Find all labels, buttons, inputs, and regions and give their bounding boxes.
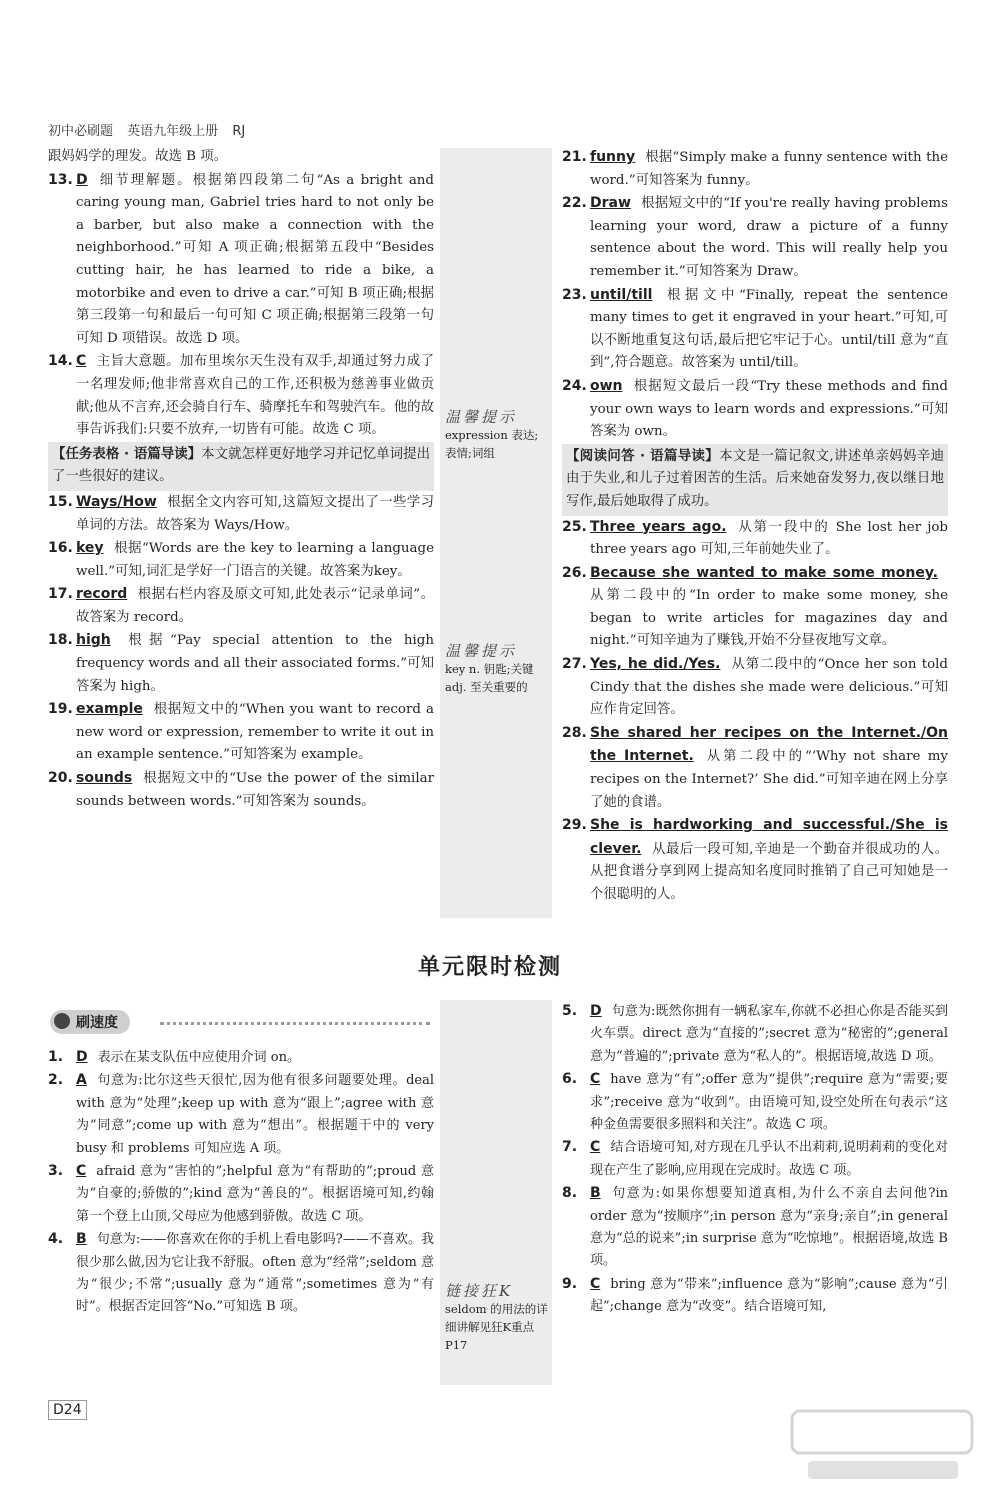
passage-guide-band: 【任务表格 · 语篇导读】本文就怎样更好地学习并记忆单词提出了一些很好的建议。 [48, 442, 434, 491]
tip-key: 温馨提示 key n. 钥匙;关键 adj. 至关重要的 [445, 642, 534, 694]
answer-14: 14. C 主旨大意题。加布里埃尔天生没有双手,却通过努力成了一名理发师;他非常喜欢自己的工作,还积极为慈善事业做贡献;他从不言弃,还会骑自行车、骑摩托车和驾驶汽车。他的故事告诉我们:只要不放弃,一切皆有可能。故选 C 项。 [48, 353, 434, 438]
answer-24: 24. own 根据短文最后一段“Try these methods and find your own ways to learn words and expressions.”可知答案为 own。 [562, 377, 948, 440]
answer-2: 2. A 句意为:比尔这些天很忙,因为他有很多问题要处理。deal with 意为“处理”;keep up with 意为“跟上”;agree with 意为“同意”;come up with 意为“想出”。根据题干中的 very busy 和 problems 可知应选 A 项。 [48, 1072, 434, 1156]
answer-6: 6. C have 意为“有”;offer 意为“提供”;require 意为“需要;要求”;receive 意为“收到”。由语境可知,设空处所在句表示“这种金鱼需要很多照料和关注”。故选 C 项。 [562, 1071, 948, 1133]
answer-3: 3. C afraid 意为“害怕的”;helpful 意为“有帮助的”;proud 意为“自豪的;骄傲的”;kind 意为“善良的”。根据语境可知,约翰第一个登上山顶,父母应为他感到骄傲。故选 C 项。 [48, 1163, 434, 1224]
tip-expression: 温馨提示 expression 表达;表情;词组 [445, 408, 539, 460]
answer-18: 18. high 根据“Pay special attention to the high frequency words and all their associated forms.”可知答案为 high。 [48, 632, 434, 694]
book-title: 初中必刷题 [48, 124, 114, 139]
answer-5: 5. D 句意为:既然你拥有一辆私家车,你就不必担心你是否能买到火车票。direct 意为“直接的”;secret 意为“秘密的”;general 意为“普遍的”;private 意为“私人的”。根据语境,故选 D 项。 [562, 1003, 948, 1064]
page-number: D24 [48, 1400, 87, 1420]
edition: RJ [232, 124, 246, 139]
continued-text: 跟妈妈学的理发。故选 B 项。 [48, 149, 228, 164]
answer-19: 19. example 根据短文中的“When you want to record a new word or expression, remember to write it out in an example sentence.”可知答案为 example。 [48, 701, 434, 763]
answer-8: 8. B 句意为:如果你想要知道真相,为什么不亲自去问他?in order 意为“按顺序”;in person 意为“亲身;亲自”;in general 意为“总的说来”;in surprise 意为“吃惊地”。根据语境,故选 B 项。 [562, 1185, 948, 1269]
section-title: 单元限时检测 [418, 955, 563, 980]
answer-7: 7. C 结合语境可知,对方现在几乎认不出莉莉,说明莉莉的变化对现在产生了影响,应用现在完成时。故选 C 项。 [562, 1139, 948, 1178]
bottom-left-column [48, 1046, 434, 1319]
answer-9: 9. C bring 意为“带来”;influence 意为“影响”;cause 意为“引起”;change 意为“改变”。结合语境可知, [562, 1275, 948, 1315]
answer-1: 1. D 表示在某支队伍中应使用介词 on。 [48, 1049, 300, 1065]
tip-seldom: 链接狂K seldom 的用法的详细讲解见狂K重点 P17 [445, 1282, 548, 1352]
margin-band-top [440, 148, 552, 918]
right-column [562, 146, 948, 907]
left-column [48, 146, 434, 813]
dotted-rule [160, 1022, 430, 1025]
watermark-logo [788, 1405, 978, 1485]
subject: 英语九年级上册 [127, 124, 219, 139]
answer-23: 23. until/till 根据文中“Finally, repeat the sentence many times to get it engraved in your heart.”可知,可以不断地重复这句话,最后把它牢记于心。until/till 意为“直到”,符合题意。故答案为 until/till。 [562, 286, 948, 371]
running-header [48, 120, 255, 139]
speed-badge: 刷速度 [50, 1010, 130, 1034]
answer-22: 22. Draw 根据短文中的“If you're really having problems learning your word, draw a picture of a funny sentence about the word. This will really help you remember it.”可知答案为 Draw。 [562, 195, 948, 279]
answer-27: 27. Yes, he did./Yes. 从第二段中的“Once her son told Cindy that the dishes she made were delicious.”可知应作肯定回答。 [562, 656, 948, 718]
answer-28: 28. She shared her recipes on the Internet./On the Internet. 从第二段中的“‘Why not share my recipes on the Internet?’ She did.”可知辛迪在网上分享了她的食谱。 [562, 724, 948, 810]
answer-4: 4. B 句意为:——你喜欢在你的手机上看电影吗?——不喜欢。我很少那么做,因为它让我不舒服。often 意为“经常”;seldom 意为“很少;不常”;usually 意为“通常”;sometimes 意为“有时”。根据否定回答“No.”可知选 B 项。 [48, 1231, 434, 1315]
answer-15: 15. Ways/How 根据全文内容可知,这篇短文提出了一些学习单词的方法。故答案为 Ways/How。 [48, 493, 434, 533]
answer-29: 29. She is hardworking and successful./She is clever. 从最后一段可知,辛迪是一个勤奋并很成功的人。从把食谱分享到网上提高知名度同时推销了自己可知她是一个很聪明的人。 [562, 817, 948, 902]
bottom-right-column [562, 1000, 948, 1319]
answer-16: 16. key 根据“Words are the key to learning a language well.”可知,词汇是学好一门语言的关键。故答案为key。 [48, 540, 434, 579]
answer-17: 17. record 根据右栏内容及原文可知,此处表示“记录单词”。故答案为 record。 [48, 586, 434, 625]
reading-guide-band: 【阅读问答 · 语篇导读】本文是一篇记叙文,讲述单亲妈妈辛迪由于失业,和儿子过着困苦的生活。后来她奋发努力,夜以继日地写作,最后她取得了成功。 [562, 444, 948, 516]
answer-21: 21. funny 根据“Simply make a funny sentence with the word.”可知答案为 funny。 [562, 149, 948, 188]
answer-26: 26. Because she wanted to make some money.从第二段中的“In order to make some money, she began to write articles for magazines day and night.”可知辛迪为了赚钱,开始不分昼夜地写文章。 [562, 564, 948, 649]
answer-25: 25. Three years ago. 从第一段中的 She lost her job three years ago 可知,三年前她失业了。 [562, 518, 948, 558]
answer-20: 20. sounds 根据短文中的“Use the power of the similar sounds between words.”可知答案为 sounds。 [48, 770, 434, 809]
answer-13: 13. D 细节理解题。根据第四段第二句“As a bright and caring young man, Gabriel tries hard to not only be a barber, but also make a connection with the neighborhood.”可知 A 项正确;根据第五段中“Besides cutting hair, he has learned to ride a bike, a motorbike and even to drive a car.”可知 B 项正确;根据第三段第一句和最后一句可知 C 项正确;根据第三段第一句可知 D 项错误。故选 D 项。 [48, 171, 434, 346]
